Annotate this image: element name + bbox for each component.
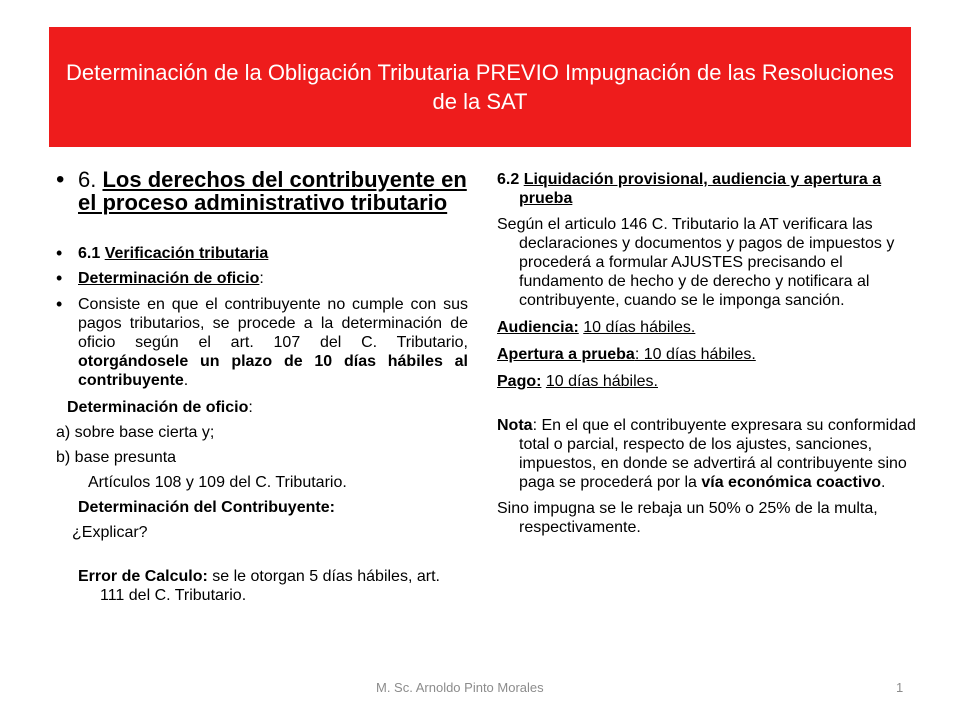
nota-bold: vía económica coactivo <box>701 474 881 491</box>
heading-text: Los derechos del contribuyente en el proceso administrativo tributario <box>78 167 467 215</box>
determinacion-text: Determinación de oficio <box>78 270 260 287</box>
pago-value: 10 días hábiles. <box>545 373 658 390</box>
option-b: b) base presunta <box>56 449 177 466</box>
bullet-consiste <box>50 295 468 390</box>
footer-page-number: 1 <box>896 680 904 695</box>
error-label: Error de Calculo: <box>78 568 208 585</box>
audiencia-line <box>497 318 917 337</box>
articulos-line: Artículos 108 y 109 del C. Tributario. <box>88 474 347 491</box>
bullet-determinacion <box>50 269 468 288</box>
consiste-text: Consiste en que el contribuyente no cumple con sus pagos tributarios, se procede a la determinación de oficio según el art. 107 del C. Tributario, <box>78 296 468 351</box>
error-text: se le otorgan 5 días hábiles, art. 111 del C. Tributario. <box>100 568 440 604</box>
sino-impugna: Sino impugna se le rebaja un 50% o 25% de la multa, respectivamente. <box>497 500 878 536</box>
nota-paragraph <box>497 416 917 492</box>
consiste-end: . <box>183 372 189 389</box>
right-column <box>497 170 917 537</box>
nota-text: : En el que el contribuyente expresara su conformidad total o parcial, respecto de los ajustes, sanciones, impuestos, en donde se advertirá al contribuyente sino paga se procederá por la <box>519 417 916 491</box>
bullet-heading <box>50 168 468 214</box>
det-oficio-label: Determinación de oficio <box>67 399 249 416</box>
det-oficio-line <box>50 398 468 417</box>
apertura-value: : 10 días hábiles. <box>634 346 756 363</box>
consiste-bold: otorgándosele un plazo de 10 días hábiles al contribuyente <box>78 353 468 389</box>
verificacion-text: Verificación tributaria <box>104 245 269 262</box>
audiencia-value: 10 días hábiles. <box>583 319 696 336</box>
audiencia-label: Audiencia: <box>497 319 579 336</box>
bullet-verificacion <box>50 244 468 263</box>
nota-end: . <box>881 474 886 491</box>
apertura-line <box>497 345 917 364</box>
heading-number: 6. <box>78 167 97 192</box>
liquidacion-heading <box>497 170 917 208</box>
apertura-label: Apertura a prueba <box>497 346 635 363</box>
footer-author: M. Sc. Arnoldo Pinto Morales <box>376 680 544 695</box>
option-a: a) sobre base cierta y; <box>56 424 215 441</box>
det-oficio-colon: : <box>248 399 253 416</box>
pago-label: Pago: <box>497 373 542 390</box>
slide-title: Determinación de la Obligación Tributaria PREVIO Impugnación de las Resoluciones de la SAT <box>66 60 894 114</box>
liquidacion-number: 6.2 <box>497 171 520 188</box>
liquidacion-text: Liquidación provisional, audiencia y apertura a prueba <box>519 171 882 207</box>
det-contribuyente: Determinación del Contribuyente: <box>78 499 335 516</box>
nota-label: Nota <box>497 417 533 434</box>
title-banner <box>49 27 911 147</box>
error-calculo <box>50 567 468 605</box>
articulo-146-paragraph: Según el articulo 146 C. Tributario la AT verificara las declaraciones y documentos y pagos de impuestos y procederá a formular AJUSTES precisando el fundamento de hecho y de derecho y notificara al contribuyente, cuando se le imponga sanción. <box>497 216 895 309</box>
explicar-line: ¿Explicar? <box>72 524 148 541</box>
determinacion-colon: : <box>259 270 264 287</box>
pago-line <box>497 372 917 391</box>
left-column <box>50 168 468 605</box>
verificacion-number: 6.1 <box>78 245 101 262</box>
